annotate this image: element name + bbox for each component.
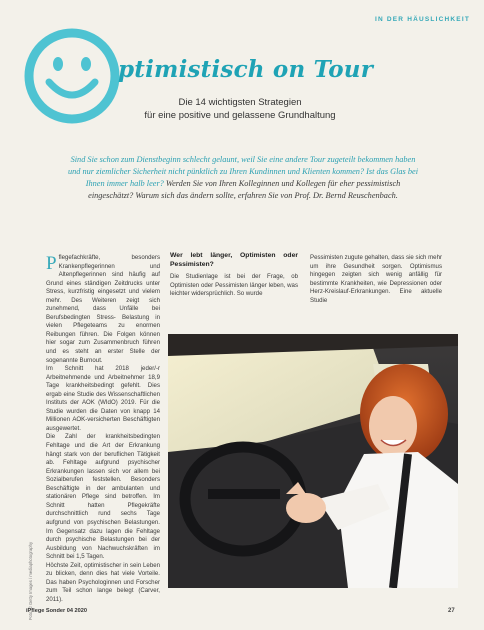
drop-cap: P (46, 253, 57, 274)
paragraph-4: Höchste Zeit, optimistischer in sein Leben zu blicken, denn dies hat viele Vorteile. Das haben Psychologinnen und Forscher zum Teil schon lange belegt (Carver, 2011). (46, 561, 160, 603)
smiley-icon (22, 26, 122, 126)
text-column-1 (46, 254, 160, 604)
paragraph-2: Im Schnitt hat 2018 jeder/-r Arbeitnehmende und Arbeitnehmer 18,9 Tage krankheitsbedingt gefehlt. Dies ergab eine Studie des Wissenschaftlichen Instituts der AOK (WIdO) 2019. Für die Studie wurden die Daten von knapp 14 Millionen AOK-versicherten Beschäftigten ausgewertet. (46, 365, 160, 432)
column-heading: Wer lebt länger, Optimisten oder Pessimisten? (170, 252, 298, 268)
paragraph-1-text: flegefachkräfte, besonders Krankenpflegerinnen und Altenpflegerinnen sind häufig auf Grund eines ständigen Zeitdrucks unter Stress, kurzfristig eingesetzt und vielem mehr. Des Weiteren zeigt sich zunehmend, dass Unfälle bei Berufsbedingten Stress- Belastung in vielen Pflegeteams zu enormen Reibungen führen. Die Folgen können hier sogar zum Zusammenbruch führen und es steht an erster Stelle der sogenannte Burnout. (46, 254, 160, 364)
subtitle-line-1: Die 14 wichtigsten Strategien (178, 97, 302, 108)
footer-magazine-text: iPflege Sonder 04 2020 (26, 608, 87, 614)
column-3-text: Pessimisten zugute gehalten, dass sie sich mehr um ihre Gesundheit sorgen. Optimismus hingegen zeigten sich wenig anfällig für bestimmte Krankheiten, wie Depressionen oder Herz-Kreislauf-Erkrankungen. Eine aktuelle Studie (310, 254, 442, 304)
footer-magazine (26, 608, 87, 614)
lead-part-2: Werden Sie von Ihren Kolleginnen und Kollegen für eher pessimistisch eingeschätzt? Warum sich das ändern sollte, erfahren Sie von Prof. Dr. Bernd Reuschenbach. (88, 179, 401, 200)
photo-credit (24, 500, 34, 620)
lead-part-1: Sind Sie schon zum Dienstbeginn schlecht gelaunt, weil Sie eine andere Tour zugeteilt bekommen haben und nur ziemlicher Sicherheit nicht pünktlich zu Ihren Kundinnen und Klienten kommen? Ist das Glas bei Ihnen immer halb leer? (67, 155, 419, 188)
text-column-2 (170, 252, 298, 299)
photo-woman-driving (168, 334, 458, 588)
article-subtitle (110, 96, 370, 122)
subtitle-line-2: für eine positive und gelassene Grundhaltung (144, 110, 336, 121)
text-column-3 (310, 254, 442, 305)
photo-credit-text: Foto: © Getty Images / mediaphotography (28, 541, 33, 620)
page-number: 27 (448, 608, 455, 614)
section-label: IN DER HÄUSLICHKEIT (374, 16, 470, 23)
paragraph-1 (46, 254, 160, 365)
paragraph-3: Die Zahl der krankheitsbedingten Fehltage und die Art der Erkrankung hängt stark von der beruflichen Tätigkeit ab. Fehltage aufgrund psychischer Erkrankungen lassen sich vor allem bei Sozialberufen feststellen. Besonders Beschäftigte in der ambulanten und stationären Pflege sind betroffen. Im Schnitt hatten Pflegekräfte durchschnittlich rund sechs Tage aufgrund von psychischen Belastungen. Im Gegensatz dazu lagen die Fehltage durch psychische Belastungen bei der Ausbildung von Nachwuchskräften im Schnitt bei 1,5 Tagen. (46, 433, 160, 561)
column-2-text: Die Studienlage ist bei der Frage, ob Optimisten oder Pessimisten länger leben, was leichter widersprüchlich. So wurde (170, 273, 298, 298)
article-lead (64, 154, 422, 202)
article-title: ptimistisch on Tour (118, 56, 374, 83)
